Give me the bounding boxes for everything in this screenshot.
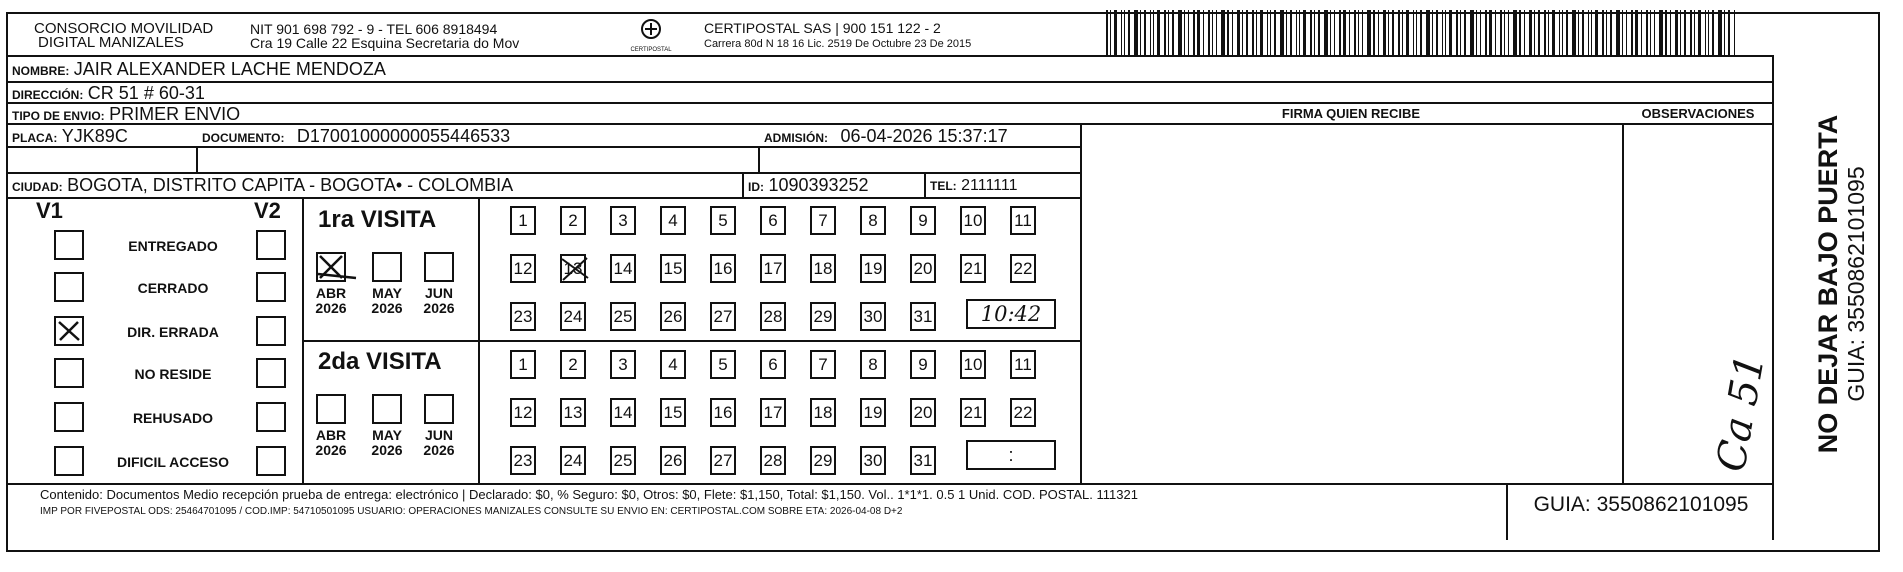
- v2-label: V2: [254, 198, 281, 223]
- day-box[interactable]: 22: [1010, 254, 1036, 283]
- certipostal-logo: CERTIPOSTAL: [628, 18, 674, 53]
- day-box[interactable]: 31: [910, 446, 936, 475]
- day-box[interactable]: 16: [710, 398, 736, 427]
- day-box[interactable]: 12: [510, 254, 536, 283]
- visit2-time: :: [966, 440, 1056, 470]
- carrier-info: CERTIPOSTAL SAS | 900 151 122 - 2 Carrera 80d N 18 16 Lic. 2519 De Octubre 23 De 2015: [704, 20, 972, 50]
- day-box[interactable]: 6: [760, 206, 786, 235]
- tipo-envio-value: PRIMER ENVIO: [109, 104, 241, 124]
- month-checkbox[interactable]: [316, 252, 346, 282]
- day-box[interactable]: 8: [860, 350, 886, 379]
- status-option-label: DIR. ERRADA: [127, 324, 219, 340]
- day-box[interactable]: 31: [910, 302, 936, 331]
- month-checkbox[interactable]: [316, 394, 346, 424]
- v2-checkbox[interactable]: [256, 272, 286, 302]
- day-box[interactable]: 4: [660, 206, 686, 235]
- day-box[interactable]: 26: [660, 446, 686, 475]
- day-box[interactable]: 11: [1010, 206, 1036, 235]
- documento-label: DOCUMENTO:: [202, 131, 285, 145]
- nombre-row: [12, 59, 386, 80]
- day-box[interactable]: 17: [760, 254, 786, 283]
- placa-value: YJK89C: [61, 126, 128, 146]
- month-checkbox[interactable]: [372, 394, 402, 424]
- month-checkbox[interactable]: [424, 252, 454, 282]
- day-box[interactable]: 29: [810, 446, 836, 475]
- month-checkbox[interactable]: [372, 252, 402, 282]
- day-box[interactable]: 21: [960, 254, 986, 283]
- day-box[interactable]: 15: [660, 254, 686, 283]
- day-box[interactable]: 17: [760, 398, 786, 427]
- day-box[interactable]: 2: [560, 206, 586, 235]
- day-box[interactable]: 30: [860, 446, 886, 475]
- day-box[interactable]: 19: [860, 398, 886, 427]
- tipo-envio-label: TIPO DE ENVIO:: [12, 109, 105, 123]
- day-box[interactable]: 1: [510, 206, 536, 235]
- v2-checkbox[interactable]: [256, 402, 286, 432]
- side-text: [1813, 39, 1873, 529]
- ciudad-label: CIUDAD:: [12, 180, 63, 194]
- month-label: JUN 2026: [423, 285, 455, 316]
- observaciones-label: OBSERVACIONES: [1641, 106, 1755, 121]
- day-box[interactable]: 9: [910, 206, 936, 235]
- visit1-time: 10:42: [966, 299, 1056, 329]
- visit2-title: 2da VISITA: [318, 348, 442, 375]
- v1-label: V1: [36, 198, 63, 223]
- day-box[interactable]: 5: [710, 206, 736, 235]
- day-box[interactable]: 27: [710, 302, 736, 331]
- imp-line: IMP POR FIVEPOSTAL ODS: 25464701095 / COD.IMP: 54710501095 USUARIO: OPERACIONES MANIZALES CONSULTE SU ENVIO EN: CERTIPOSTAL.COM SOBRE ETA: 2026-04-08 D+2: [40, 506, 903, 517]
- day-box[interactable]: 23: [510, 446, 536, 475]
- status-option-label: DIFICIL ACCESO: [116, 454, 229, 470]
- month-checkbox[interactable]: [424, 394, 454, 424]
- day-box[interactable]: 3: [610, 350, 636, 379]
- v1-checkbox[interactable]: [54, 316, 84, 346]
- day-box[interactable]: 28: [760, 302, 786, 331]
- nombre-label: NOMBRE:: [12, 64, 70, 78]
- nombre-value: JAIR ALEXANDER LACHE MENDOZA: [73, 59, 386, 79]
- day-box[interactable]: 30: [860, 302, 886, 331]
- day-box[interactable]: 10: [960, 350, 986, 379]
- month-label: ABR 2026: [315, 427, 347, 458]
- day-box[interactable]: 13: [560, 254, 586, 283]
- day-box[interactable]: 12: [510, 398, 536, 427]
- side-guia: GUIA: 3550862101095: [1843, 166, 1869, 402]
- v2-checkbox[interactable]: [256, 446, 286, 476]
- direccion-value: CR 51 # 60-31: [87, 83, 205, 103]
- day-box[interactable]: 20: [910, 254, 936, 283]
- day-box[interactable]: 9: [910, 350, 936, 379]
- v1-checkbox[interactable]: [54, 230, 84, 260]
- ciudad-cell: [12, 175, 513, 196]
- no-dejar-bajo-puerta: NO DEJAR BAJO PUERTA: [1813, 114, 1843, 454]
- day-box[interactable]: 18: [810, 254, 836, 283]
- month-label: MAY 2026: [371, 427, 403, 458]
- day-box[interactable]: 7: [810, 350, 836, 379]
- day-box[interactable]: 23: [510, 302, 536, 331]
- placa-label: PLACA:: [12, 131, 58, 145]
- day-box[interactable]: 14: [610, 398, 636, 427]
- tel-value: 2111111: [961, 177, 1018, 194]
- day-box[interactable]: 3: [610, 206, 636, 235]
- v1-checkbox[interactable]: [54, 272, 84, 302]
- admision-label: ADMISIÓN:: [764, 131, 828, 145]
- company-name: CONSORCIO MOVILIDAD DIGITAL MANIZALES: [34, 20, 214, 51]
- v2-checkbox[interactable]: [256, 230, 286, 260]
- day-box[interactable]: 4: [660, 350, 686, 379]
- day-box[interactable]: 1: [510, 350, 536, 379]
- guia-box: GUIA: 3550862101095: [1533, 493, 1749, 516]
- month-label: ABR 2026: [315, 285, 347, 316]
- day-box[interactable]: 24: [560, 446, 586, 475]
- day-box[interactable]: 25: [610, 446, 636, 475]
- visit1-title: 1ra VISITA: [318, 206, 437, 233]
- tel-cell: [930, 177, 1017, 195]
- day-box[interactable]: 7: [810, 206, 836, 235]
- admision-value: 06-04-2026 15:37:17: [840, 126, 1008, 146]
- day-box[interactable]: 29: [810, 302, 836, 331]
- firma-label: FIRMA QUIEN RECIBE: [1281, 106, 1421, 121]
- day-box[interactable]: 16: [710, 254, 736, 283]
- day-box[interactable]: 21: [960, 398, 986, 427]
- day-box[interactable]: 27: [710, 446, 736, 475]
- direccion-row: [12, 83, 205, 104]
- day-box[interactable]: 18: [810, 398, 836, 427]
- day-box[interactable]: 25: [610, 302, 636, 331]
- tipo-envio-row: [12, 104, 240, 125]
- admision-cell: [764, 126, 1008, 147]
- v2-checkbox[interactable]: [256, 316, 286, 346]
- documento-cell: [202, 126, 510, 147]
- month-label: JUN 2026: [423, 427, 455, 458]
- observation-note: Ca 51: [1708, 350, 1774, 476]
- v2-checkbox[interactable]: [256, 358, 286, 388]
- id-cell: [748, 175, 869, 196]
- documento-value: D17001000000055446533: [296, 126, 511, 146]
- day-box[interactable]: 15: [660, 398, 686, 427]
- company-contact: NIT 901 698 792 - 9 - TEL 606 8918494 Cra 19 Calle 22 Esquina Secretaria do Mov: [250, 21, 520, 51]
- id-label: ID:: [748, 180, 764, 194]
- v1-checkbox[interactable]: [54, 446, 84, 476]
- day-box[interactable]: 11: [1010, 350, 1036, 379]
- day-box[interactable]: 28: [760, 446, 786, 475]
- id-value: 1090393252: [768, 175, 869, 195]
- status-option-label: REHUSADO: [132, 410, 214, 426]
- form-frame: [6, 12, 1880, 552]
- ciudad-value: BOGOTA, DISTRITO CAPITA - BOGOTA• - COLOMBIA: [67, 175, 514, 195]
- day-box[interactable]: 14: [610, 254, 636, 283]
- day-box[interactable]: 20: [910, 398, 936, 427]
- day-box[interactable]: 5: [710, 350, 736, 379]
- status-option-label: CERRADO: [137, 280, 209, 296]
- status-option-label: ENTREGADO: [128, 238, 218, 254]
- day-box[interactable]: 8: [860, 206, 886, 235]
- day-box[interactable]: 13: [560, 398, 586, 427]
- day-box[interactable]: 6: [760, 350, 786, 379]
- day-box[interactable]: 10: [960, 206, 986, 235]
- v1-checkbox[interactable]: [54, 402, 84, 432]
- direccion-label: DIRECCIÓN:: [12, 88, 84, 102]
- tel-label: TEL:: [930, 179, 957, 193]
- day-box[interactable]: 19: [860, 254, 886, 283]
- day-box[interactable]: 26: [660, 302, 686, 331]
- placa-cell: [12, 126, 128, 147]
- day-box[interactable]: 24: [560, 302, 586, 331]
- day-box[interactable]: 2: [560, 350, 586, 379]
- v1-checkbox[interactable]: [54, 358, 84, 388]
- day-box[interactable]: 22: [1010, 398, 1036, 427]
- month-label: MAY 2026: [371, 285, 403, 316]
- content-line: Contenido: Documentos Medio recepción prueba de entrega: electrónico | Declarado: $0, % Seguro: $0, Otros: $0, Flete: $1,150, Total: $1,150. Vol.. 1*1*1. 0.5 1 Unid. COD. POSTAL. 111321: [40, 487, 1138, 502]
- status-option-label: NO RESIDE: [134, 366, 212, 382]
